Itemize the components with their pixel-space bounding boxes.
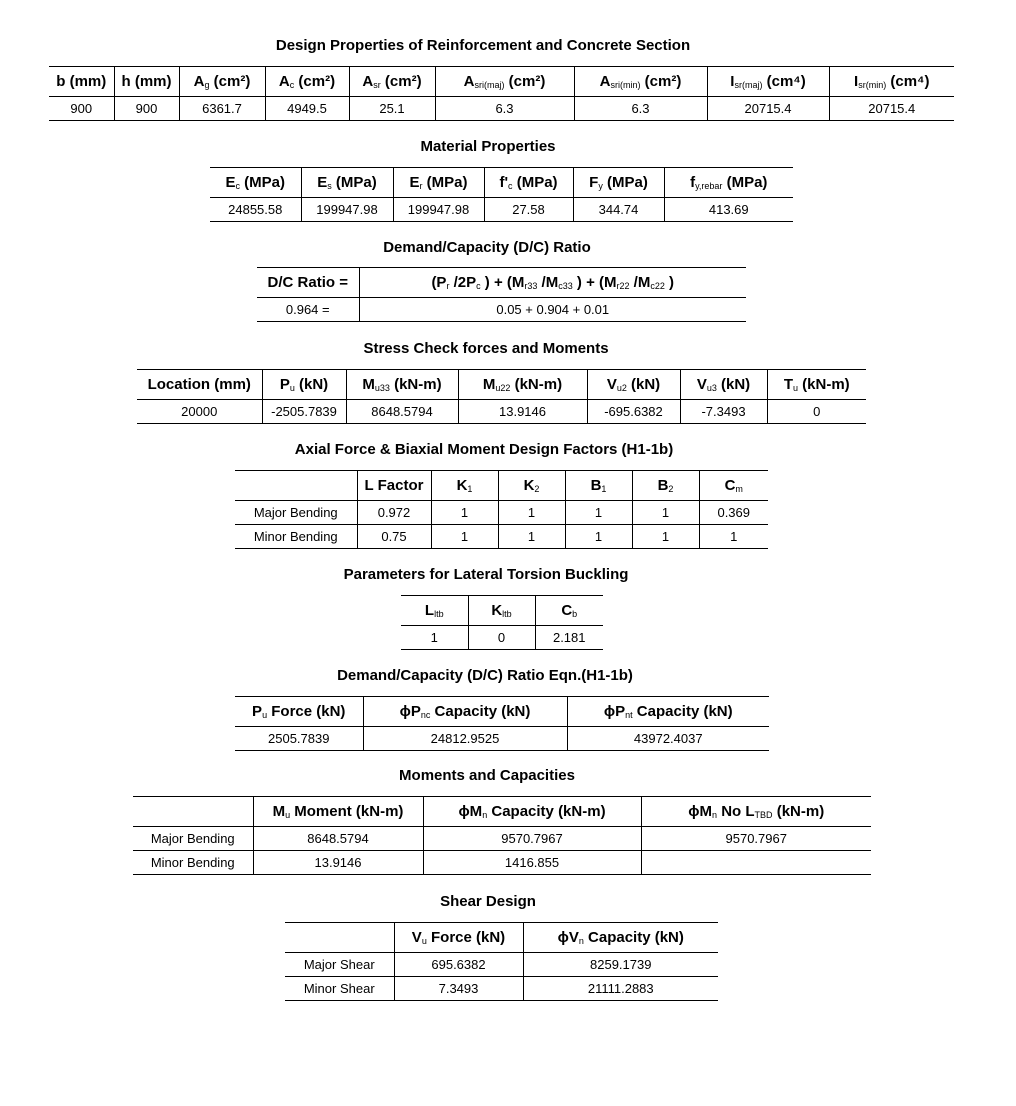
cell-vu2: -695.6382: [587, 400, 680, 424]
col-l-factor: L Factor: [357, 471, 431, 501]
cell-pu-force: 2505.7839: [268, 731, 330, 746]
col-location: Location (mm): [137, 370, 262, 400]
axial-corner: [235, 471, 357, 501]
cell-ag: 6361.7: [179, 97, 265, 121]
col-b2: $B_2$: [632, 471, 699, 501]
cell-mu22: 13.9146: [458, 400, 587, 424]
table-row: [133, 851, 871, 875]
cell-b2: 1: [632, 525, 699, 549]
cell-er: 199947.98: [393, 198, 484, 222]
col-cm: $C_m$: [699, 471, 768, 501]
col-fc: $f'_c$ (MPa): [484, 168, 573, 198]
col-pu-force: $P_u$ Force (kN): [235, 697, 363, 727]
col-isr-min: $I_{sr(min)}$ (cm⁴): [829, 67, 954, 97]
cell-pu: -2505.7839: [262, 400, 346, 424]
cell-cm: 0.369: [699, 501, 768, 525]
cell-k1: 1: [431, 525, 498, 549]
material-properties-title: Material Properties: [420, 138, 556, 155]
cell-k2: 1: [498, 501, 565, 525]
axial-factors-title: Axial Force & Biaxial Moment Design Factors (H1-1b): [294, 441, 674, 458]
shear-corner: [285, 923, 394, 953]
axial-factors-table: [235, 470, 768, 549]
dc-eqn-title: Demand/Capacity (D/C) Ratio Eqn.(H1-1b): [337, 667, 633, 684]
cell-lltb: 1: [430, 630, 438, 645]
col-ag: $A_g$ (cm²): [179, 67, 265, 97]
row-label: Minor Bending: [253, 529, 338, 544]
col-b1: $B_1$: [565, 471, 632, 501]
row-label: Minor Shear: [303, 981, 375, 996]
col-fy-rebar: $f_{y,rebar}$ (MPa): [664, 168, 793, 198]
col-mu33: $M_{u33}$ (kN-m): [346, 370, 458, 400]
dc-ratio-formula: ($P_r$ $/2P_c$ ) + ($M_{r33}$ $/M_{c33}$ ) + ($M_{r22}$ $/M_{c22}$ ): [359, 268, 746, 298]
col-cb: $C_b$: [535, 596, 603, 626]
stress-check-title: Stress Check forces and Moments: [363, 340, 609, 357]
col-fy: $F_y$ (MPa): [573, 168, 664, 198]
cell-ac: 4949.5: [265, 97, 349, 121]
col-asr: $A_{sr}$ (cm²): [349, 67, 435, 97]
shear-title: Shear Design: [440, 893, 536, 910]
cell-tu: 0: [767, 400, 866, 424]
ltb-table: [401, 595, 603, 650]
col-asri-maj: $A_{sri(maj)}$ (cm²): [435, 67, 574, 97]
table-row: [235, 525, 768, 549]
table-row: [285, 977, 718, 1001]
col-phi-mn: $\phi M_n$ Capacity (kN-m): [423, 797, 641, 827]
cell-l-factor: 0.75: [357, 525, 431, 549]
col-phi-mn-no-ltbd: $\phi M_n$ No $L_{TBD}$ (kN-m): [641, 797, 871, 827]
col-h: h (mm): [114, 67, 179, 97]
dc-ratio-label: D/C Ratio =: [257, 268, 359, 298]
cell-cb: 2.181: [535, 626, 603, 650]
col-vu-force: $V_u$ Force (kN): [394, 923, 523, 953]
col-vu2: $V_{u2}$ (kN): [587, 370, 680, 400]
cell-phi-vn: 21111.2883: [523, 977, 718, 1001]
col-es: $E_s$ (MPa): [301, 168, 393, 198]
cell-phi-pnc: 24812.9525: [363, 727, 567, 751]
cell-fy-rebar: 413.69: [664, 198, 793, 222]
cell-phi-mn: 1416.855: [423, 851, 641, 875]
cell-mu-moment: 13.9146: [253, 851, 423, 875]
cell-vu-force: 7.3493: [394, 977, 523, 1001]
cell-asri-maj: 6.3: [435, 97, 574, 121]
row-label: Minor Bending: [150, 855, 235, 870]
col-mu-moment: $M_u$ Moment (kN-m): [253, 797, 423, 827]
cell-phi-mn: 9570.7967: [423, 827, 641, 851]
design-properties-title: Design Properties of Reinforcement and Concrete Section: [275, 37, 691, 54]
col-er: $E_r$ (MPa): [393, 168, 484, 198]
ltb-title: Parameters for Lateral Torsion Buckling: [343, 566, 629, 583]
cell-phi-mn-no-ltbd: [641, 851, 871, 875]
shear-table: [285, 922, 718, 1001]
moments-title: Moments and Capacities: [399, 767, 575, 784]
cell-h: 900: [114, 97, 179, 121]
row-label: Major Bending: [235, 501, 357, 525]
cell-l-factor: 0.972: [357, 501, 431, 525]
cell-isr-maj: 20715.4: [707, 97, 829, 121]
cell-asr: 25.1: [349, 97, 435, 121]
col-ec: $E_c$ (MPa): [210, 168, 301, 198]
cell-mu-moment: 8648.5794: [253, 827, 423, 851]
cell-fc: 27.58: [484, 198, 573, 222]
col-ac: $A_c$ (cm²): [265, 67, 349, 97]
design-properties-table: [49, 66, 954, 121]
cell-b2: 1: [632, 501, 699, 525]
col-k1: $K_1$: [431, 471, 498, 501]
col-mu22: $M_{u22}$ (kN-m): [458, 370, 587, 400]
cell-k2: 1: [498, 525, 565, 549]
cell-ec: 24855.58: [228, 202, 283, 217]
cell-b1: 1: [565, 501, 632, 525]
table-row: [133, 827, 871, 851]
dc-ratio-value: 0.964 =: [285, 302, 330, 317]
col-k2: $K_2$: [498, 471, 565, 501]
col-tu: $T_u$ (kN-m): [767, 370, 866, 400]
cell-kltb: 0: [468, 626, 535, 650]
cell-vu-force: 695.6382: [394, 953, 523, 977]
cell-phi-vn: 8259.1739: [523, 953, 718, 977]
col-pu: $P_u$ (kN): [262, 370, 346, 400]
dc-eqn-table: [235, 696, 769, 751]
cell-phi-mn-no-ltbd: 9570.7967: [641, 827, 871, 851]
material-properties-table: [210, 167, 793, 222]
cell-fy: 344.74: [573, 198, 664, 222]
cell-asri-min: 6.3: [574, 97, 707, 121]
cell-b1: 1: [565, 525, 632, 549]
moments-corner: [133, 797, 253, 827]
cell-k1: 1: [431, 501, 498, 525]
cell-cm: 1: [699, 525, 768, 549]
cell-b: 900: [70, 101, 93, 116]
cell-es: 199947.98: [301, 198, 393, 222]
table-row: [235, 501, 768, 525]
col-kltb: $K_{ltb}$: [468, 596, 535, 626]
table-row: [285, 953, 718, 977]
col-isr-maj: $I_{sr(maj)}$ (cm⁴): [707, 67, 829, 97]
col-asri-min: $A_{sri(min)}$ (cm²): [574, 67, 707, 97]
col-phi-vn: $\phi V_n$ Capacity (kN): [523, 923, 718, 953]
cell-vu3: -7.3493: [680, 400, 767, 424]
dc-ratio-table: [257, 267, 746, 322]
cell-phi-pnt: 43972.4037: [567, 727, 769, 751]
col-vu3: $V_{u3}$ (kN): [680, 370, 767, 400]
moments-table: [133, 796, 871, 875]
stress-check-table: [137, 369, 866, 424]
col-b: b (mm): [49, 67, 114, 97]
dc-ratio-equation: 0.05 + 0.904 + 0.01: [359, 298, 746, 322]
cell-isr-min: 20715.4: [829, 97, 954, 121]
col-phi-pnc: $\phi P_{nc}$ Capacity (kN): [363, 697, 567, 727]
col-phi-pnt: $\phi P_{nt}$ Capacity (kN): [567, 697, 769, 727]
cell-location: 20000: [181, 404, 218, 419]
dc-ratio-title: Demand/Capacity (D/C) Ratio: [383, 239, 591, 256]
col-lltb: $L_{ltb}$: [401, 596, 468, 626]
row-label: Major Shear: [285, 953, 394, 977]
row-label: Major Bending: [133, 827, 253, 851]
cell-mu33: 8648.5794: [346, 400, 458, 424]
